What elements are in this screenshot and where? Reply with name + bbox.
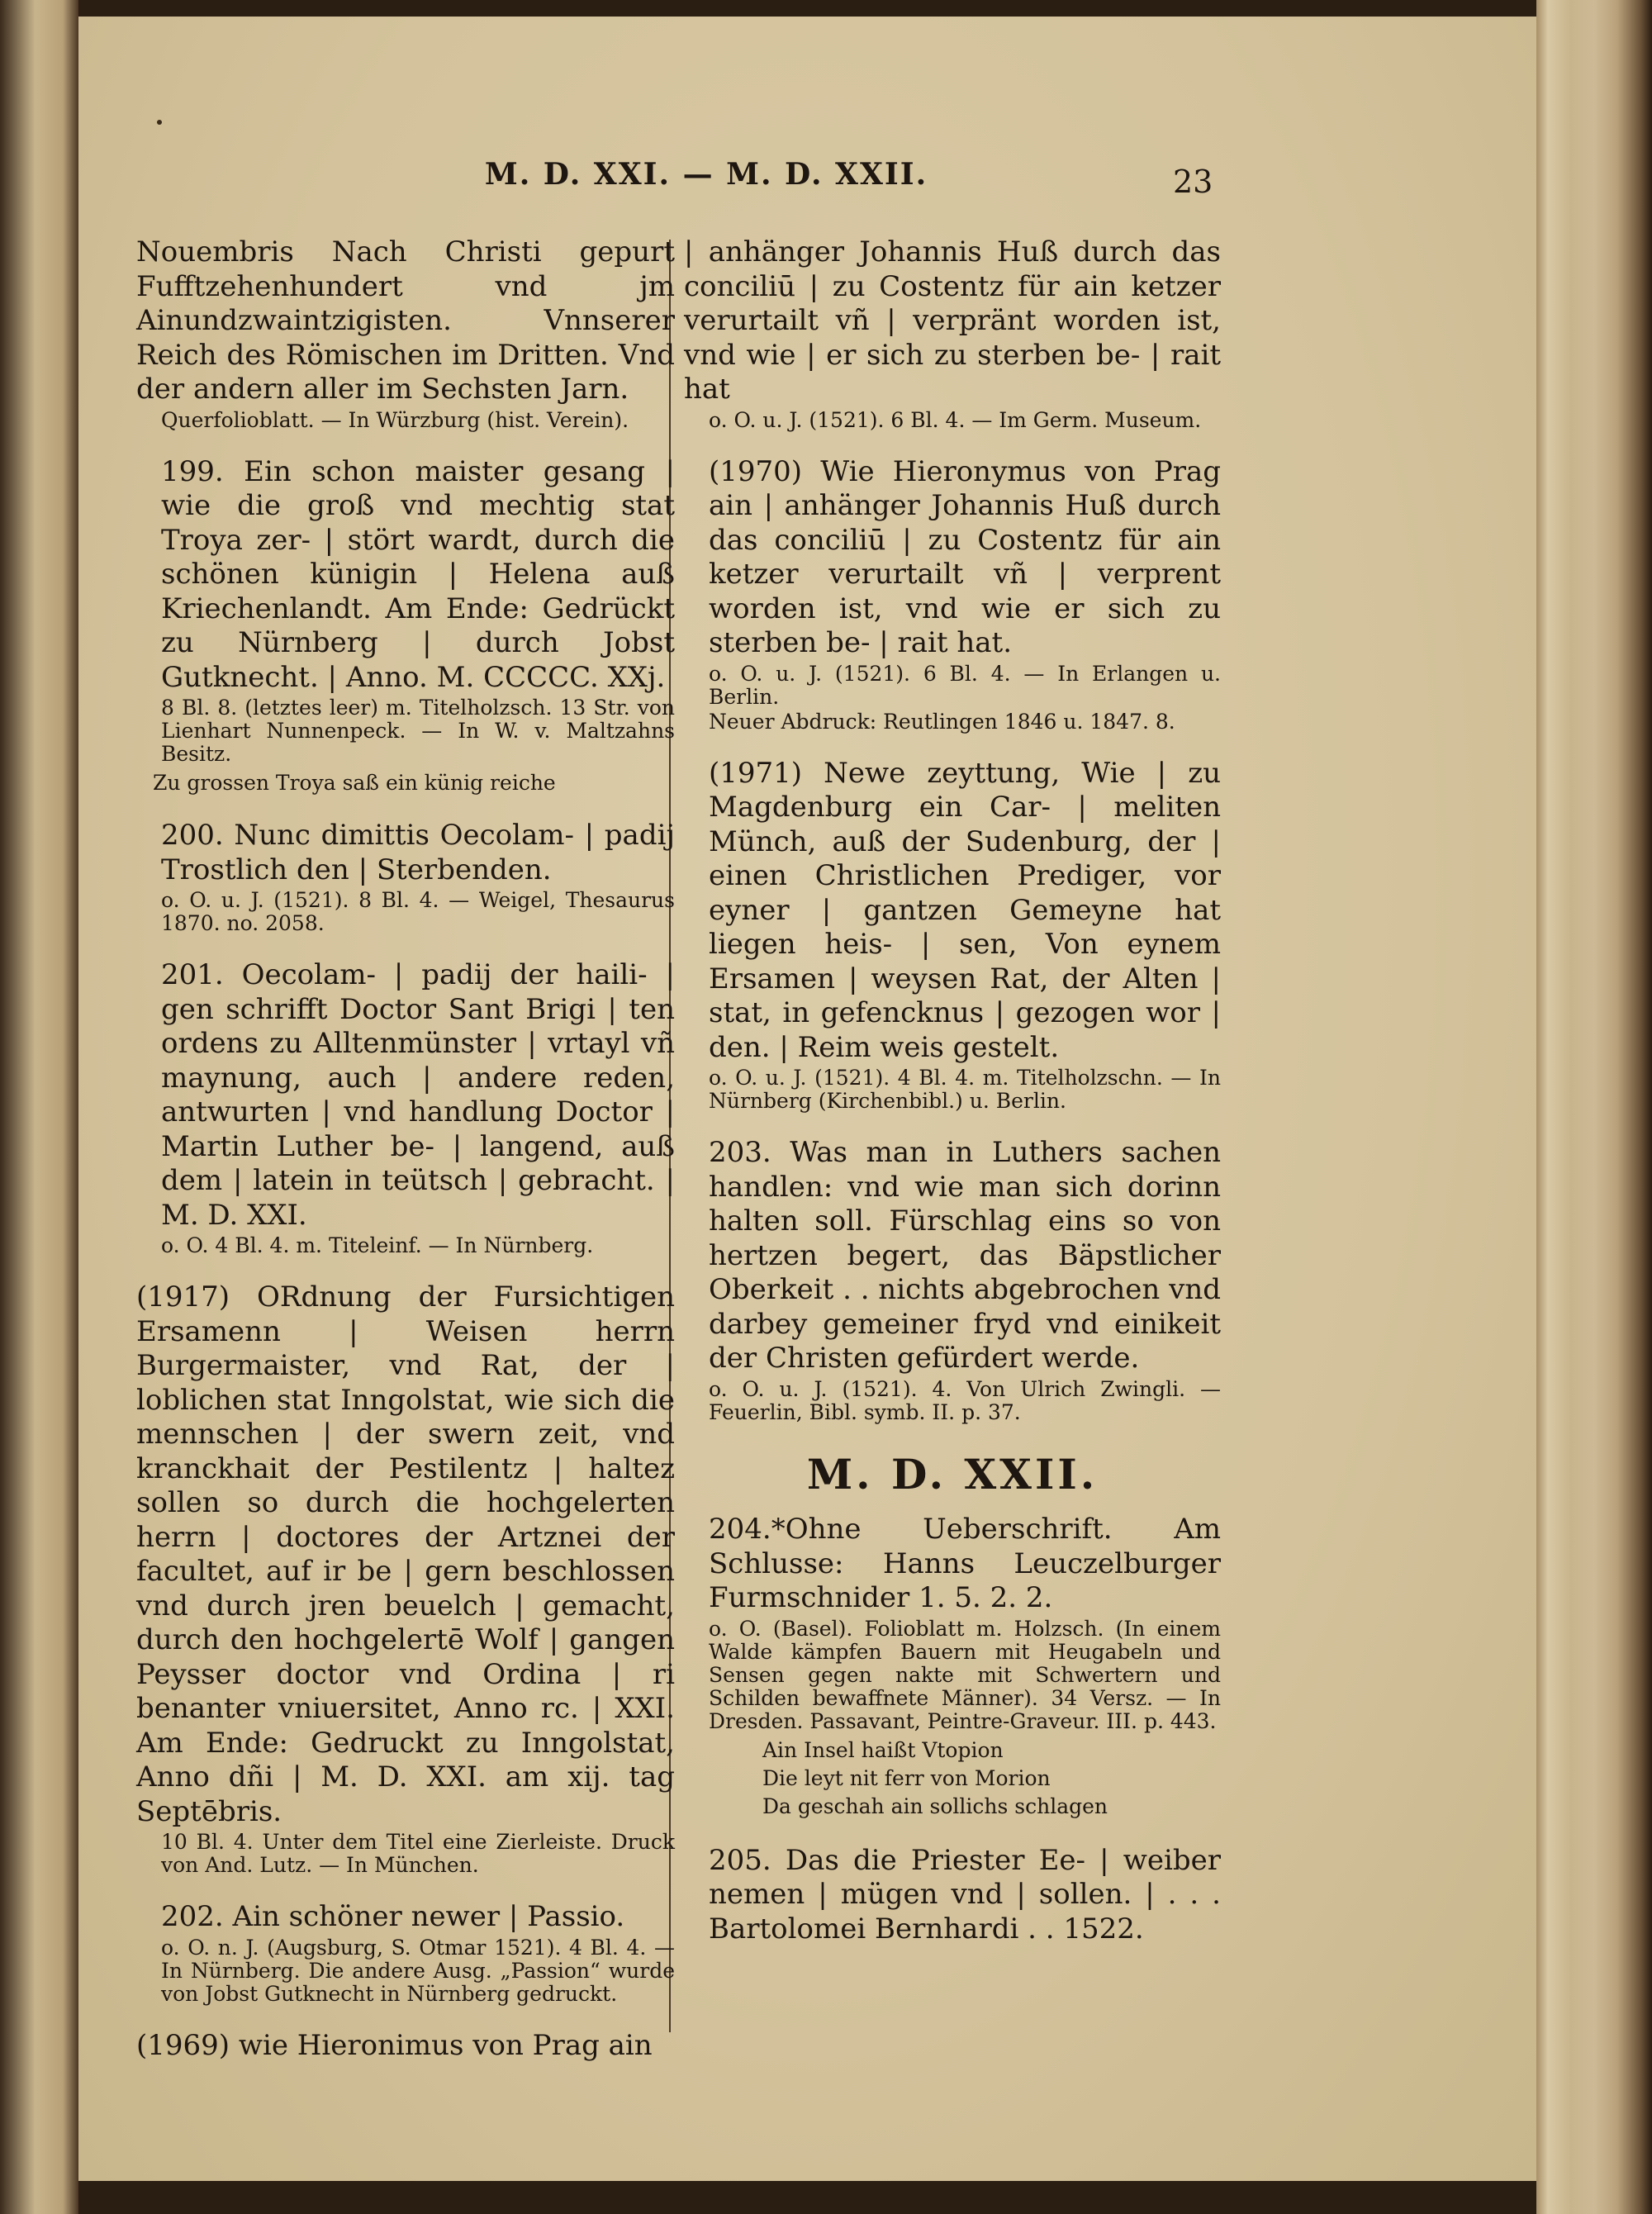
- entry-note: o. O. u. J. (1521). 4 Bl. 4. m. Titelholzschn. — In Nürnberg (Kirchenbibl.) u. Berlin.: [709, 1066, 1221, 1113]
- entry-205: [684, 1844, 1221, 1947]
- entry-1970: [684, 455, 1221, 734]
- entry-text: 200. Nunc dimittis Oecolam- | padij Trostlich den | Sterbenden.: [161, 819, 675, 886]
- entry-text: 201. Oecolam- | padij der haili- | gen schrifft Doctor Sant Brigi | ten ordens zu Alltenmünster | vrtayl vñ maynung, auch | andere reden, antwurten | vnd handlung Doctor | Martin Luther be- | langend, auß dem | latein in teütsch | gebracht. | M. D. XXI.: [161, 958, 675, 1232]
- entry-text: 202. Ain schöner newer | Passio.: [161, 1900, 625, 1933]
- entry-text: 203. Was man in Luthers sachen handlen: vnd wie man sich dorinn halten soll. Fürschlag eins so von hertzen begert, das Bäpstlicher Oberkeit . . nichts abgebrochen vnd darbey gemeiner fryd vnd einikeit der Christen gefürdert werde.: [709, 1136, 1221, 1375]
- entry-203: [684, 1136, 1221, 1424]
- book-page-edges-right: [1536, 0, 1652, 2214]
- entry-note: 8 Bl. 8. (letztes leer) m. Titelholzsch. 13 Str. von Lienhart Nunnenpeck. — In W. v. Maltzahns Besitz.: [161, 696, 675, 766]
- verse-line: Ain Insel haißt Vtopion: [762, 1737, 1004, 1762]
- entry-text: (1917) ORdnung der Fursichtigen Ersamenn | Weisen herrn Burgermaister, vnd Rat, der | loblichen stat Inngolstat, wie sich die mennschen | der swern zeit, vnd kranckhait der Pestilentz | haltez sollen so durch die hochgelerten herrn | doctores der Artznei der facultet, auf ir be | gern beschlossen vnd durch jren beuelch | gemacht, durch den hochgelertē Wolf | gangen Peysser doctor vnd Ordina | ri benanter vniuersitet, Anno rc. | XXI. Am Ende: Gedruckt zu Inngolstat, Anno dñi | M. D. XXI. am xij. tag Septēbris.: [136, 1280, 675, 1828]
- entry-note: o. O. n. J. (Augsburg, S. Otmar 1521). 4 Bl. 4. — In Nürnberg. Die andere Ausg. „Passion“ wurde von Jobst Gutknecht in Nürnberg gedruckt.: [161, 1935, 675, 2006]
- entry-200: [136, 819, 675, 935]
- entry-202: [136, 1900, 675, 2006]
- entry-text: | anhänger Johannis Huß durch das conciliū | zu Costentz für ain ketzer verurtailt vñ | verpränt worden ist, vnd wie | er sich zu sterben be- | rait hat: [684, 235, 1221, 406]
- entry-text: 199. Ein schon maister gesang | wie die groß vnd mechtig stat Troya zer- | stört wardt, durch die schönen künigin | Helena auß Kriechenlandt. Am Ende: Gedrückt zu Nürnberg | durch Jobst Gutknecht. | Anno. M. CCCCC. XXj.: [161, 454, 675, 694]
- paper-speck: [157, 120, 162, 125]
- entry-quote: Zu grossen Troya saß ein künig reiche: [153, 771, 556, 795]
- right-column: [684, 235, 1221, 1946]
- entry-1969: [136, 2029, 675, 2064]
- entry-text: (1970) Wie Hieronymus von Prag ain | anhänger Johannis Huß durch das conciliū | zu Costentz für ain ketzer verurtailt vñ | verprent worden ist, vnd wie er sich zu sterben be- | rait hat.: [709, 454, 1221, 659]
- year-heading: M. D. XXII.: [806, 1449, 1099, 1499]
- entry-note: o. O. (Basel). Folioblatt m. Holzsch. (In einem Walde kämpfen Bauern mit Heugabeln und Sensen gegen nakte mit Schwertern und Schilden bewaffnete Männer). 34 Versz. — In Dresden. Passavant, Peintre-Graveur. III. p. 443.: [709, 1616, 1221, 1733]
- entry-text: (1971) Newe zeyttung, Wie | zu Magdenburg ein Car- | meliten Münch, auß der Sudenburg, der | einen Christlichen Prediger, vor eyner | gantzen Gemeyne hat liegen heis- | sen, Von eynem Ersamen | weysen Rat, der Alten | stat, in gefencknus | gezogen wor | den. | Reim weis gestelt.: [709, 756, 1221, 1064]
- entry-1971: [684, 757, 1221, 1114]
- entry-text: 205. Das die Priester Ee- | weiber nemen | mügen vnd | sollen. | . . . Bartolomei Bernhardi . . 1522.: [709, 1843, 1221, 1946]
- entry-1917: [136, 1280, 675, 1877]
- entry-note: Querfolioblatt. — In Würzburg (hist. Verein).: [161, 407, 629, 432]
- book-page: [78, 17, 1536, 2181]
- entry-note: o. O. u. J. (1521). 6 Bl. 4. — Im Germ. Museum.: [709, 407, 1202, 432]
- entry-text: 204.*Ohne Ueberschrift. Am Schlusse: Hanns Leuczelburger Furmschnider 1. 5. 2. 2.: [709, 1513, 1221, 1614]
- entry-204: [684, 1513, 1221, 1821]
- entry-199: [136, 455, 675, 796]
- entry-note: o. O. u. J. (1521). 4. Von Ulrich Zwingli. — Feuerlin, Bibl. symb. II. p. 37.: [709, 1376, 1221, 1424]
- entry-text: Nouembris Nach Christi gepurt Fufftzehenhundert vnd jm Ainundzwaintzigisten. Vnnserer Reich des Römischen im Dritten. Vnd der andern aller im Sechsten Jarn.: [136, 235, 675, 406]
- running-head-title: M. D. XXI. — M. D. XXII.: [484, 157, 928, 192]
- page-number: 23: [1173, 164, 1213, 200]
- left-column: [136, 235, 675, 2063]
- book-binding-left: [0, 0, 78, 2214]
- entry-note: o. O. 4 Bl. 4. m. Titeleinf. — In Nürnberg.: [161, 1233, 594, 1257]
- entry-note-reprint: Neuer Abdruck: Reutlingen 1846 u. 1847. 8.: [709, 709, 1175, 734]
- running-head: [78, 157, 1536, 207]
- entry-201: [136, 958, 675, 1257]
- verse-line: Die leyt nit ferr von Morion: [762, 1765, 1051, 1790]
- entry-note: o. O. u. J. (1521). 6 Bl. 4. — In Erlangen u. Berlin.: [709, 661, 1221, 709]
- entry-nouembris: [136, 235, 675, 432]
- entry-1969-continued: [684, 235, 1221, 432]
- entry-text: (1969) wie Hieronimus von Prag ain: [136, 2028, 653, 2062]
- entry-note: o. O. u. J. (1521). 8 Bl. 4. — Weigel, Thesaurus 1870. no. 2058.: [161, 888, 675, 935]
- verse-line: Da geschah ain sollichs schlagen: [762, 1794, 1108, 1818]
- entry-note: 10 Bl. 4. Unter dem Titel eine Zierleiste. Druck von And. Lutz. — In München.: [161, 1830, 675, 1877]
